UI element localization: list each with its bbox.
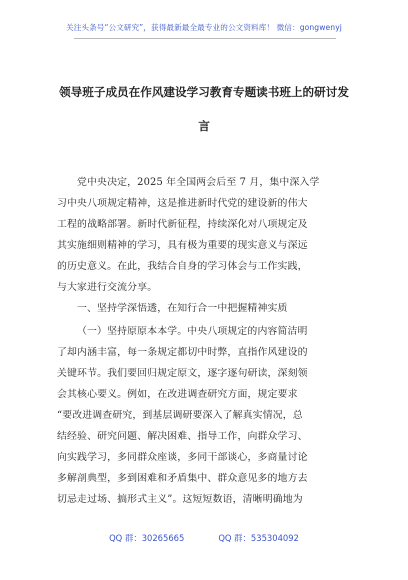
header-divider — [74, 38, 336, 39]
paragraph-line: 的历史意义。在此，我结合自身的学习体会与工作实践， — [57, 261, 308, 272]
footer-qq-group-1: QQ 群：30265665 — [109, 533, 185, 543]
paragraph-line: 向实践学习，多同群众座谈，多同干部谈心，多商量讨论 — [57, 452, 308, 463]
footer-contact — [0, 532, 408, 544]
section-heading: 一、坚持学深悟透，在知行合一中把握精神实质 — [77, 303, 288, 314]
paragraph-line: 多解剖典型，多到困难和矛盾集中、群众意见多的地方去 — [57, 473, 308, 484]
paragraph-line: 了却内涵丰富，每一条规定都切中时弊，直指作风建设的 — [57, 347, 308, 358]
document-title-line-1: 领导班子成员在作风建设学习教育专题读书班上的研讨发 — [59, 85, 349, 99]
paragraph-line: （一）坚持原原本本学。中央八项规定的内容简洁明 — [77, 326, 308, 337]
paragraph-line: 党中央决定，2025 年全国两会后至 7 月，集中深入学 — [77, 177, 320, 188]
paragraph-line: 结经验、研究问题、解决困难、指导工作，向群众学习、 — [57, 431, 308, 442]
document-title-line-2: 言 — [198, 119, 210, 133]
paragraph-line: 会其核心要义。例如，在改进调查研究方面，规定要求 — [57, 389, 298, 400]
footer-qq-group-2: QQ 群：535304092 — [218, 533, 299, 543]
paragraph-line: “要改进调查研究，到基层调研要深入了解真实情况，总 — [57, 410, 303, 421]
paragraph-line: 关键环节。我们要回归规定原文，逐字逐句研读，深刻领 — [57, 368, 308, 379]
header-banner: 关注头条号“公文研究”，获得最新最全最专业的公文资料库！ 微信：gongwenyj — [66, 23, 342, 32]
paragraph-line: 与大家进行交流分享。 — [57, 282, 158, 293]
paragraph-line: 其实施细则精神的学习，具有极为重要的现实意义与深远 — [57, 240, 308, 251]
paragraph-line: 切忌走过场、搞形式主义”。这短短数语，清晰明确地为 — [57, 494, 303, 505]
paragraph-line: 习中央八项规定精神，这是推进新时代党的建设新的伟大 — [57, 198, 308, 209]
paragraph-line: 工程的战略部署。新时代新征程，持续深化对八项规定及 — [57, 219, 308, 230]
